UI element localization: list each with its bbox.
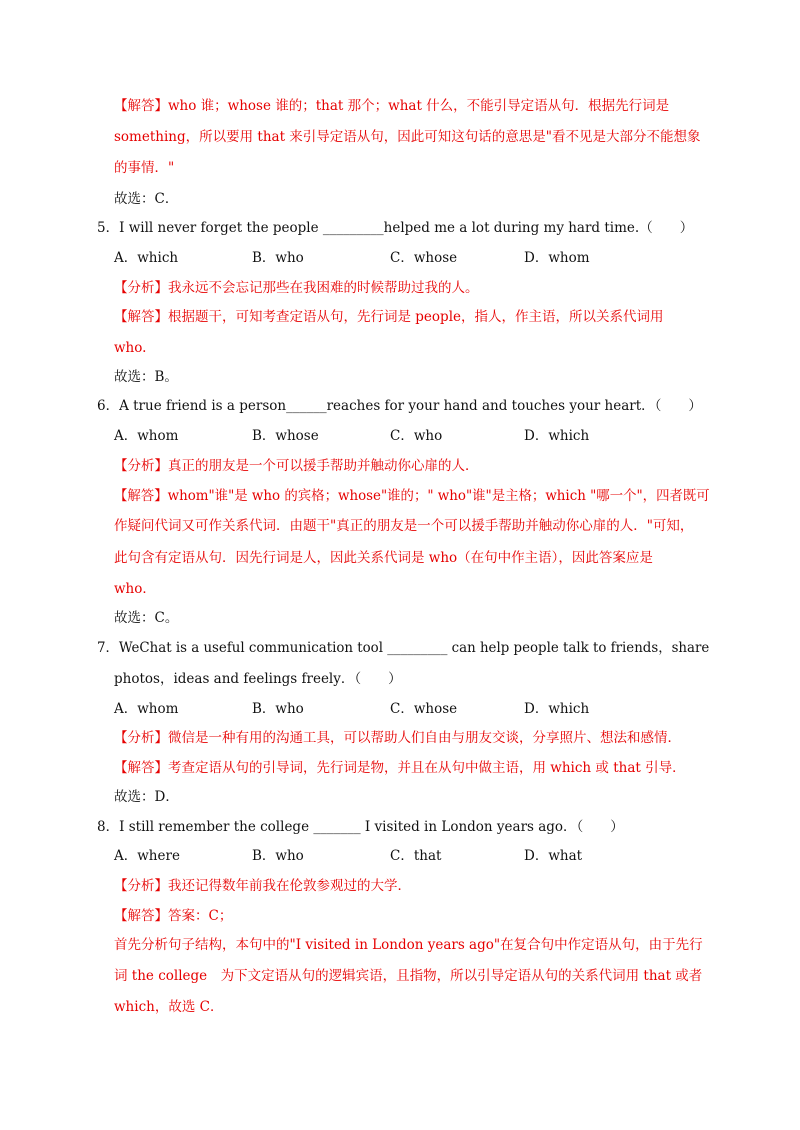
q7-answer-line-1: 【解答】考查定语从句的引导词，先行词是物，并且在从句中做主语，用 which 或 that 引导．: [114, 760, 686, 776]
q8-answer-line-3: 词 the college 为下文定语从句的逻辑宾语，且指物，所以引导定语从句的关系代词用 that 或者: [114, 968, 703, 984]
q6-option-c: C．who: [390, 428, 443, 444]
q6-answer-line-2: 作疑问代词又可作关系代词．由题干"真正的朋友是一个可以援手帮助并触动你心扉的人．"可知，: [114, 518, 694, 534]
q5-answer-line-1: 【解答】根据题干，可知考查定语从句，先行词是 people，指人，作主语，所以关系代词用: [114, 309, 664, 325]
q5-option-b: B．who: [252, 250, 304, 266]
prev-answer-line-1: 【解答】who 谁；whose 谁的；that 那个；what 什么，不能引导定语从句．根据先行词是: [114, 98, 670, 114]
q6-stem: 6．A true friend is a person______reaches for your hand and touches your heart．（ ）: [97, 398, 702, 414]
q7-choice: 故选：D．: [114, 789, 179, 805]
q7-option-b: B．who: [252, 701, 304, 717]
prev-choice: 故选：C．: [114, 191, 179, 207]
q8-answer-line-4: which，故选 C．: [114, 999, 224, 1015]
q7-stem-line-2: photos，ideas and feelings freely．（ ）: [114, 671, 402, 687]
q7-option-a: A．whom: [114, 701, 179, 717]
q6-option-a: A．whom: [114, 428, 179, 444]
q7-analysis: 【分析】微信是一种有用的沟通工具，可以帮助人们自由与朋友交谈，分享照片、想法和感情．: [114, 730, 681, 746]
q5-option-d: D．whom: [524, 250, 590, 266]
q8-option-c: C．that: [390, 848, 442, 864]
q6-answer-line-1: 【解答】whom"谁"是 who 的宾格；whose"谁的；" who"谁"是主格；which "哪一个"，四者既可: [114, 488, 710, 504]
q8-option-b: B．who: [252, 848, 304, 864]
q5-stem: 5．I will never forget the people _________helped me a lot during my hard time.（ ）: [97, 220, 694, 236]
q8-option-d: D．what: [524, 848, 583, 864]
q6-answer-line-3: 此句含有定语从句．因先行词是人，因此关系代词是 who（在句中作主语），因此答案应是: [114, 550, 653, 566]
q7-stem-line-1: 7．WeChat is a useful communication tool _________ can help people talk to friends，share: [97, 640, 710, 656]
q7-option-c: C．whose: [390, 701, 458, 717]
q6-answer-line-4: who．: [114, 581, 156, 597]
q6-option-b: B．whose: [252, 428, 319, 444]
q5-analysis: 【分析】我永远不会忘记那些在我困难的时候帮助过我的人。: [114, 280, 479, 296]
q7-option-d: D．which: [524, 701, 590, 717]
q6-option-d: D．which: [524, 428, 590, 444]
q5-choice: 故选：B。: [114, 369, 178, 385]
q6-choice: 故选：C。: [114, 610, 179, 626]
q8-answer-line-1: 【解答】答案：C；: [114, 908, 233, 924]
q5-option-c: C．whose: [390, 250, 458, 266]
prev-answer-line-3: 的事情．": [114, 160, 175, 176]
q8-stem: 8．I still remember the college _______ I visited in London years ago．（ ）: [97, 819, 624, 835]
q8-answer-line-2: 首先分析句子结构，本句中的"I visited in London years ago"在复合句中作定语从句，由于先行: [114, 937, 703, 953]
q8-option-a: A．where: [114, 848, 180, 864]
q5-answer-line-2: who.: [114, 340, 147, 356]
q8-analysis: 【分析】我还记得数年前我在伦敦参观过的大学．: [114, 878, 411, 894]
q5-option-a: A．which: [114, 250, 179, 266]
q6-analysis: 【分析】真正的朋友是一个可以援手帮助并触动你心扉的人．: [114, 458, 479, 474]
prev-answer-line-2: something，所以要用 that 来引导定语从句，因此可知这句话的意思是"看不见是大部分不能想象: [114, 129, 701, 145]
